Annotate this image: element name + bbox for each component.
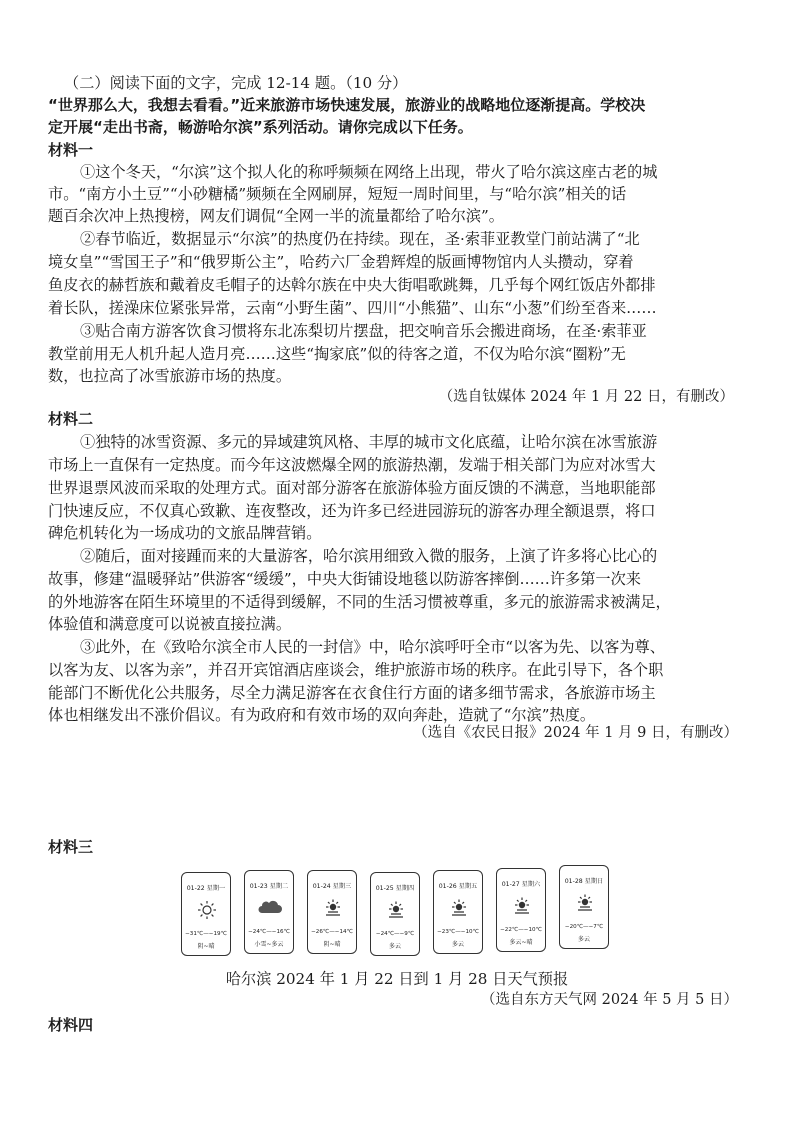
material2-line: 体也相继发出不涨价倡议。有为政府和有效市场的双向奔赴，造就了“尔滨”热度。 <box>48 706 596 724</box>
material1-line: 境女皇”“雪国王子”和“俄罗斯公主”，哈药六厂金碧辉煌的版画博物馆内人头攒动，穿着 <box>48 253 634 271</box>
material1-heading: 材料一 <box>48 141 94 159</box>
forecast-card <box>559 865 609 949</box>
material1-line: ②春节临近，数据显示“尔滨”的热度仍在持续。现在，圣·索菲亚教堂门前站满了“北 <box>80 230 640 248</box>
forecast-date: 01-28 星期日 <box>564 878 604 885</box>
forecast-date: 01-23 星期二 <box>249 883 289 890</box>
forecast-card <box>433 870 483 954</box>
forecast-date: 01-22 星期一 <box>186 885 226 892</box>
forecast-caption: 哈尔滨 2024 年 1 月 22 日到 1 月 28 日天气预报 <box>225 970 569 988</box>
weather-forecast <box>181 865 615 961</box>
task-line-2: 定开展“走出书斋，畅游哈尔滨”系列活动。请你完成以下任务。 <box>48 118 473 136</box>
material2-line: 门快速反应，不仅真心致歉、连夜整改，还为许多已经进园游玩的游客办理全额退票，将口 <box>48 502 656 520</box>
forecast-temp: −24℃—−16℃ <box>248 929 290 935</box>
cloud-sun-icon <box>434 897 482 919</box>
forecast-card <box>307 870 357 954</box>
section-intro: （二）阅读下面的文字，完成 12-14 题。（10 分） <box>64 74 408 92</box>
forecast-temp: −31℃—−19℃ <box>185 931 227 937</box>
forecast-date: 01-26 星期五 <box>438 883 478 890</box>
material2-line: 能部门不断优化公共服务，尽全力满足游客在衣食住行方面的诸多细节需求，各旅游市场主 <box>48 684 656 702</box>
material4-heading: 材料四 <box>48 1016 94 1034</box>
cloud-sun-icon <box>560 892 608 914</box>
material1-line: ③贴合南方游客饮食习惯将东北冻梨切片摆盘，把交响音乐会搬进商场，在圣·索菲亚 <box>80 322 647 340</box>
material1-line: 市。“南方小土豆”“小砂糖橘”频频在全网刷屏，短短一周时间里，与“哈尔滨”相关的话 <box>48 185 627 203</box>
material3-heading: 材料三 <box>48 838 94 856</box>
forecast-temp: −26℃—−14℃ <box>311 929 353 935</box>
material3-source: （选自东方天气网 2024 年 5 月 5 日） <box>480 992 738 1008</box>
forecast-temp: −22℃—−10℃ <box>500 927 542 933</box>
material1-line: 题百余次冲上热搜榜，网友们调侃“全网一半的流量都给了哈尔滨”。 <box>48 207 504 225</box>
cloud-sun-icon <box>308 897 356 919</box>
sun-icon <box>182 899 230 921</box>
forecast-condition: 多云 <box>577 936 590 943</box>
forecast-condition: 小雪~多云 <box>254 941 284 948</box>
cloud-sun-icon <box>497 895 545 917</box>
forecast-temp: −24℃—−9℃ <box>375 931 415 937</box>
forecast-condition: 多云 <box>388 943 401 950</box>
task-line-1: “世界那么大，我想去看看。”近来旅游市场快速发展，旅游业的战略地位逐渐提高。学校决 <box>48 96 646 114</box>
material1-line: 着长队，搓澡床位紧张异常，云南“小野生菌”、四川“小熊猫”、山东“小葱”们纷至沓来…… <box>48 299 657 317</box>
material2-line: 市场上一直保有一定热度。而今年这波燃爆全网的旅游热潮，发端于相关部门为应对冰雪大 <box>48 456 656 474</box>
material2-line: 以客为友、以客为亲”，并召开宾馆酒店座谈会，维护旅游市场的秩序。在此引导下，各个职 <box>48 661 664 679</box>
forecast-date: 01-27 星期六 <box>501 881 541 888</box>
forecast-card <box>370 872 420 956</box>
material1-line: 数，也拉高了冰雪旅游市场的热度。 <box>48 367 291 385</box>
material2-line: 体验值和满意度可以说被直接拉满。 <box>48 615 291 633</box>
forecast-date: 01-24 星期三 <box>312 883 352 890</box>
forecast-temp: −20℃—−7℃ <box>564 924 604 930</box>
cloud-sun-icon <box>371 899 419 921</box>
material1-line: 教堂前用无人机升起人造月亮……这些“掏家底”似的待客之道，不仅为哈尔滨“圈粉”无 <box>48 345 626 363</box>
material1-line: ①这个冬天，“尔滨”这个拟人化的称呼频频在网络上出现，带火了哈尔滨这座古老的城 <box>80 163 658 181</box>
forecast-card <box>496 868 546 952</box>
material2-line: 的外地游客在陌生环境里的不适得到缓解，不同的生活习惯被尊重，多元的旅游需求被满足， <box>48 593 671 611</box>
material2-heading: 材料二 <box>48 410 94 428</box>
material2-line: ①独特的冰雪资源、多元的异域建筑风格、丰厚的城市文化底蕴，让哈尔滨在冰雪旅游 <box>80 433 658 451</box>
material2-line: 故事，修建“温暖驿站”供游客“缓缓”，中央大街铺设地毯以防游客摔倒……许多第一次来 <box>48 570 641 588</box>
forecast-card <box>244 870 294 954</box>
material2-line: 世界退票风波而采取的处理方式。面对部分游客在旅游体验方面反馈的不满意，当地职能部 <box>48 479 656 497</box>
forecast-card <box>181 872 231 956</box>
forecast-date: 01-25 星期四 <box>375 885 415 892</box>
forecast-temp: −23℃—−10℃ <box>437 929 479 935</box>
material2-source: （选自《农民日报》2024 年 1 月 9 日，有删改） <box>413 725 738 741</box>
forecast-condition: 阴~晴 <box>197 943 215 950</box>
material2-line: ③此外，在《致哈尔滨全市人民的一封信》中，哈尔滨呼吁全市“以客为先、以客为尊、 <box>80 638 665 656</box>
cloud-icon <box>245 897 293 919</box>
material1-line: 鱼皮衣的赫哲族和戴着皮毛帽子的达斡尔族在中央大街唱歌跳舞，几乎每个网红饭店外都排 <box>48 276 656 294</box>
forecast-condition: 多云~晴 <box>509 939 533 946</box>
material2-line: 碑危机转化为一场成功的文旅品牌营销。 <box>48 524 322 542</box>
material2-line: ②随后，面对接踵而来的大量游客，哈尔滨用细致入微的服务，上演了许多将心比心的 <box>80 547 658 565</box>
forecast-condition: 多云 <box>451 941 464 948</box>
material1-source: （选自钛媒体 2024 年 1 月 22 日，有删改） <box>438 389 734 405</box>
forecast-condition: 阴~晴 <box>323 941 341 948</box>
